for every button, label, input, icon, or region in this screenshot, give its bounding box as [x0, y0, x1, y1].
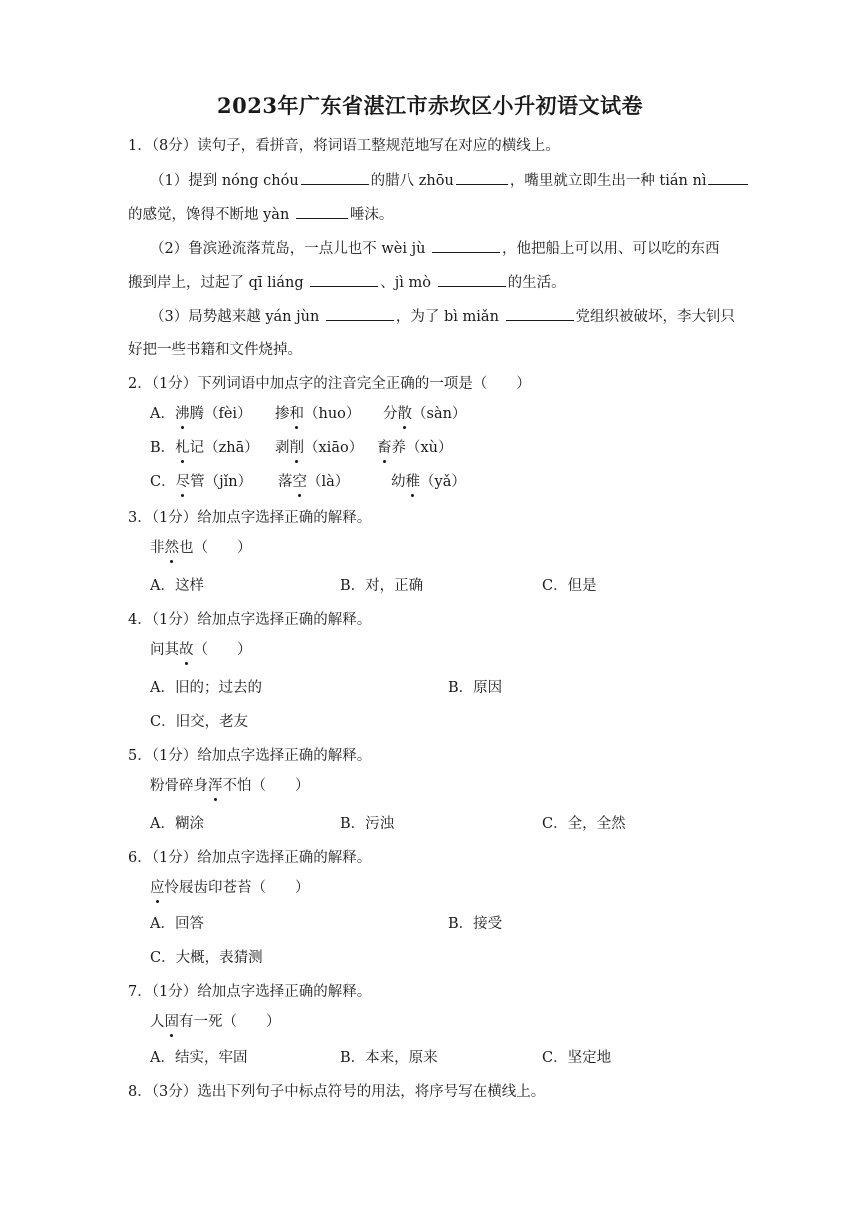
- dotted-char: 浑: [208, 778, 223, 794]
- dotted-char: 沸: [174, 406, 190, 422]
- question-1-part-3-line-1: [150, 306, 735, 327]
- dotted-char: 应: [150, 880, 165, 896]
- question-5-option-b[interactable]: B．污浊: [340, 816, 395, 832]
- question-1-part-2-line-1: [150, 238, 720, 259]
- text: 不怕（ ）: [222, 778, 310, 794]
- answer-blank[interactable]: [456, 170, 508, 185]
- question-2-option-b[interactable]: [150, 438, 453, 458]
- answer-blank[interactable]: [506, 306, 574, 321]
- text: 、jì mò: [380, 275, 436, 291]
- text: 人: [150, 1014, 165, 1030]
- question-5-option-c[interactable]: C．全，全然: [542, 816, 626, 832]
- text: 记（zhā）: [189, 440, 259, 456]
- question-1-part-3-line-2: 好把一些书籍和文件烧掉。: [128, 342, 302, 358]
- dotted-char: 削: [289, 440, 304, 456]
- text: 也（ ）: [179, 540, 252, 556]
- answer-blank[interactable]: [438, 272, 506, 287]
- question-1-part-1-line-1: [150, 170, 750, 191]
- text: 有一死（ ）: [179, 1014, 281, 1030]
- text: （là）: [307, 474, 350, 490]
- option-label: B．: [150, 440, 176, 456]
- question-3-stem: 3．（1分）给加点字选择正确的解释。: [128, 510, 372, 526]
- dotted-char: 札: [175, 440, 190, 456]
- dotted-char: 稚: [405, 474, 420, 490]
- text: 怜屐齿印苍苔（ ）: [164, 880, 310, 896]
- question-4-option-b[interactable]: B．原因: [448, 680, 503, 696]
- text: （2）鲁滨逊流落荒岛，一点儿也不 wèi jù: [150, 241, 431, 257]
- text: （sàn）: [412, 406, 467, 422]
- question-1-stem: 1．（8分）读句子，看拼音，将词语工整规范地写在对应的横线上。: [128, 138, 560, 154]
- text: 非: [150, 540, 165, 556]
- question-1-part-2-line-2: [128, 272, 566, 293]
- exam-title: 2023年广东省湛江市赤坎区小升初语文试卷: [217, 93, 643, 118]
- answer-blank[interactable]: [296, 204, 348, 219]
- question-6-option-a[interactable]: A．回答: [150, 916, 204, 932]
- text: 掺: [275, 406, 290, 422]
- question-7-option-b[interactable]: B．本来，原来: [340, 1050, 438, 1066]
- question-5-option-a[interactable]: A．糊涂: [150, 816, 204, 832]
- text: 管（jǐn）: [190, 474, 253, 490]
- text: （ ）: [193, 642, 252, 658]
- text: 问其: [150, 642, 179, 658]
- question-2-option-a[interactable]: [150, 404, 467, 424]
- text: 养（xù）: [391, 440, 453, 456]
- question-7-phrase: [150, 1012, 281, 1032]
- text: （3）局势越来越 yán jùn: [150, 309, 324, 325]
- question-2-stem: 2．（1分）下列词语中加点字的注音完全正确的一项是（ ）: [128, 376, 531, 392]
- option-label: A．: [150, 406, 175, 422]
- answer-blank[interactable]: [708, 170, 748, 185]
- question-3-option-c[interactable]: C．但是: [542, 578, 597, 594]
- text: 粉骨碎身: [150, 778, 208, 794]
- question-7-stem: 7．（1分）给加点字选择正确的解释。: [128, 984, 372, 1000]
- question-4-phrase: [150, 640, 252, 660]
- question-6-option-b[interactable]: B．接受: [448, 916, 503, 932]
- answer-blank[interactable]: [326, 306, 394, 321]
- text: （xiāo）: [304, 440, 364, 456]
- question-5-stem: 5．（1分）给加点字选择正确的解释。: [128, 748, 372, 764]
- question-4-stem: 4．（1分）给加点字选择正确的解释。: [128, 612, 372, 628]
- dotted-char: 然: [164, 540, 179, 556]
- dotted-char: 故: [179, 642, 194, 658]
- question-3-option-b[interactable]: B．对，正确: [340, 578, 424, 594]
- dotted-char: 空: [292, 474, 307, 490]
- question-1-part-1-line-2: [128, 204, 393, 225]
- text: 党组织被破坏，李大钊只: [575, 309, 736, 325]
- question-6-phrase: [150, 878, 310, 898]
- dotted-char: 尽: [175, 474, 191, 490]
- text: 唾沫。: [349, 207, 394, 223]
- dotted-char: 畜: [377, 440, 392, 456]
- text: ，为了 bì miǎn: [395, 309, 504, 325]
- text: 分: [383, 406, 398, 422]
- question-3-option-a[interactable]: A．这样: [150, 578, 204, 594]
- question-5-phrase: [150, 776, 310, 796]
- answer-blank[interactable]: [432, 238, 500, 253]
- text: 的感觉，馋得不断地 yàn: [128, 207, 294, 223]
- dotted-char: 固: [164, 1014, 179, 1030]
- text: 的生活。: [507, 275, 566, 291]
- question-8-stem: 8．（3分）选出下列句子中标点符号的用法，将序号写在横线上。: [128, 1084, 546, 1100]
- text: 搬到岸上，过起了 qī liáng: [128, 275, 309, 291]
- text: 的腊八 zhōu: [370, 173, 454, 189]
- text: 腾（fèi）: [189, 406, 252, 422]
- question-4-option-a[interactable]: A．旧的；过去的: [150, 680, 262, 696]
- text: ，他把船上可以用、可以吃的东西: [502, 241, 720, 257]
- question-6-stem: 6．（1分）给加点字选择正确的解释。: [128, 850, 372, 866]
- text: 幼: [391, 474, 406, 490]
- question-7-option-a[interactable]: A．结实，牢固: [150, 1050, 248, 1066]
- text: （yǎ）: [420, 474, 466, 490]
- text: （1）提到 nóng chóu: [150, 173, 299, 189]
- question-2-option-c[interactable]: [150, 472, 466, 492]
- question-3-phrase: [150, 538, 252, 558]
- answer-blank[interactable]: [301, 170, 369, 185]
- dotted-char: 和: [289, 406, 304, 422]
- answer-blank[interactable]: [310, 272, 378, 287]
- question-7-option-c[interactable]: C．坚定地: [542, 1050, 612, 1066]
- question-6-option-c[interactable]: C．大概，表猜测: [150, 950, 263, 966]
- text: ，嘴里就立即生出一种 tián nì: [509, 173, 707, 189]
- text: （huo）: [304, 406, 361, 422]
- dotted-char: 散: [397, 406, 412, 422]
- text: 落: [278, 474, 293, 490]
- text: 剥: [275, 440, 290, 456]
- option-label: C．: [150, 474, 176, 490]
- question-4-option-c[interactable]: C．旧交，老友: [150, 714, 249, 730]
